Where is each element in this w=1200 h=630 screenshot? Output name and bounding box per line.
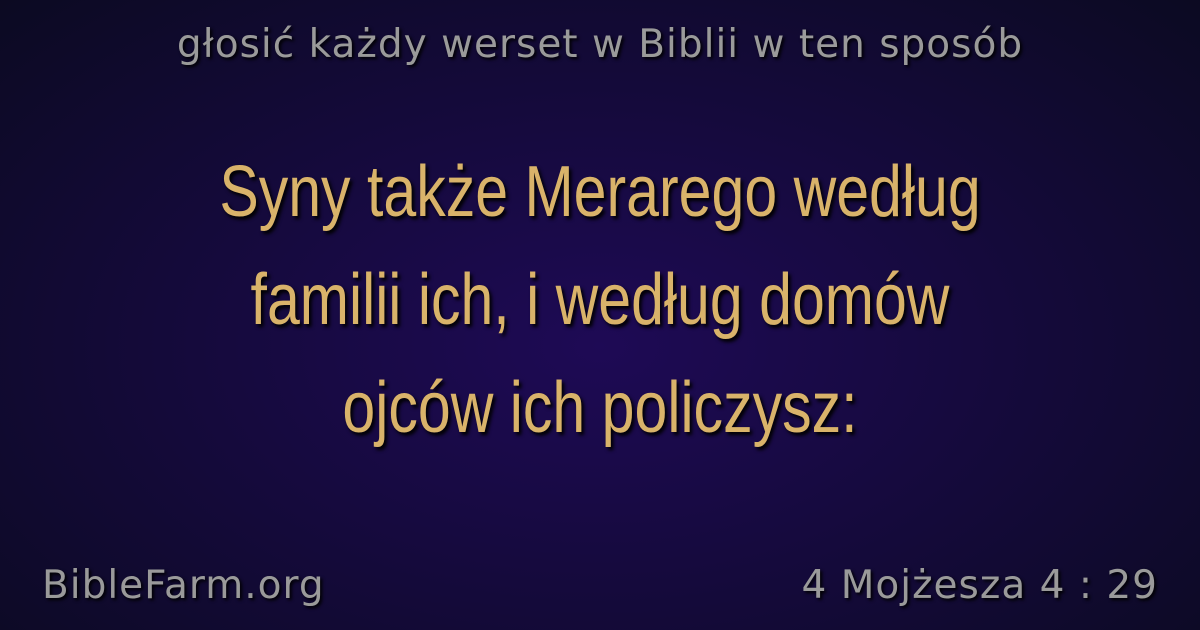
site-name: BibleFarm.org <box>42 563 325 608</box>
tagline: głosić każdy werset w Biblii w ten sposób <box>176 22 1024 67</box>
verse-text <box>174 138 1027 462</box>
verse-line-1: Syny także Merarego według <box>219 152 981 232</box>
verse-line-3: ojców ich policzysz: <box>342 368 858 448</box>
verse-reference: 4 Mojżesza 4 : 29 <box>801 563 1158 608</box>
verse-line-2: familii ich, i według domów <box>250 260 950 340</box>
